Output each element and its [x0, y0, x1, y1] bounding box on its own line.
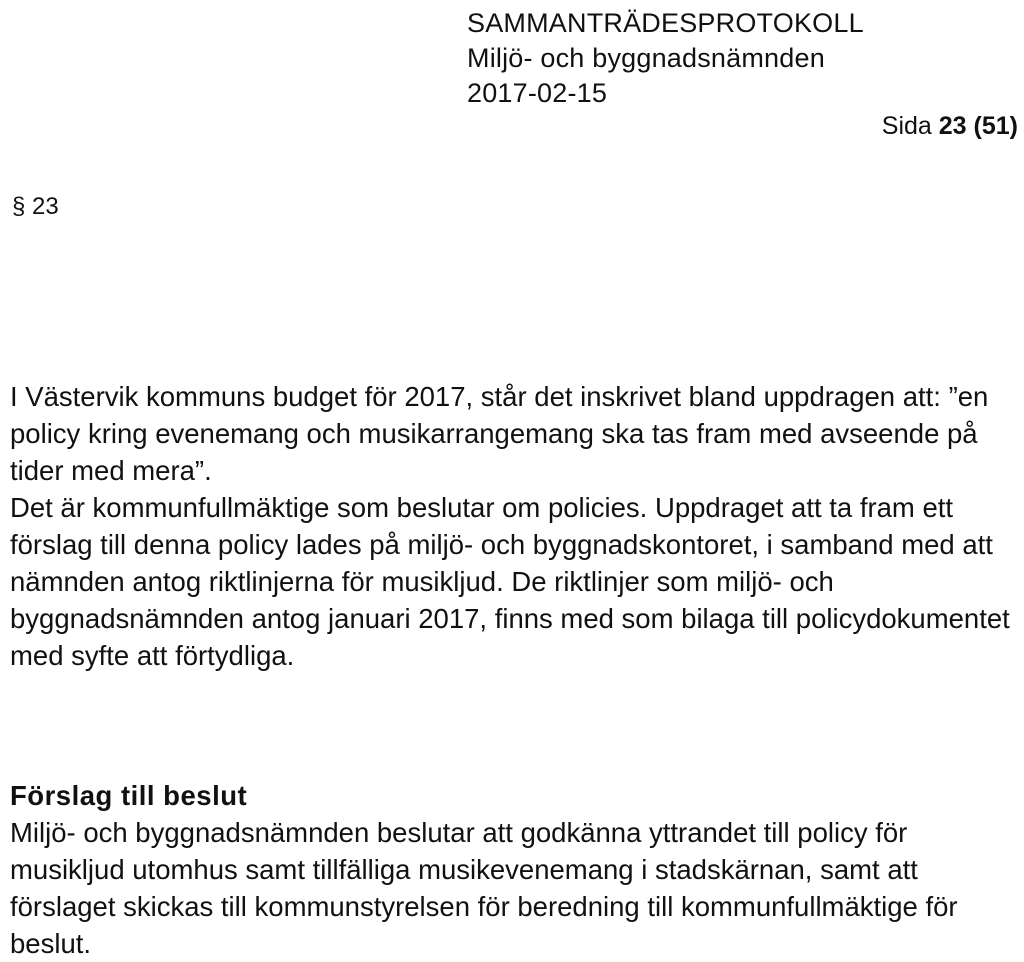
decision-proposal — [10, 777, 1010, 962]
committee-name: Miljö- och byggnadsnämnden — [467, 43, 825, 73]
section-number: § 23 — [12, 193, 59, 220]
page-current: 23 — [938, 112, 967, 140]
page-label: Sida — [881, 112, 932, 140]
page-total: (51) — [973, 112, 1018, 140]
document-header — [467, 6, 864, 111]
meeting-date: 2017-02-15 — [467, 78, 608, 108]
body-paragraph: Det är kommunfullmäktige som beslutar om policies. Uppdraget att ta fram ett förslag till denna policy lades på miljö- och byggnadskontoret, i samband med att nämnden antog riktlinjerna för musikljud. De riktlinjer som miljö- och byggnadsnämnden antog januari 2017, finns med som bilaga till policydokumentet med syfte att förtydliga. — [10, 492, 1010, 671]
body-text — [10, 378, 1010, 674]
decision-text: Miljö- och byggnadsnämnden beslutar att godkänna yttrandet till policy för musikljud utomhus samt tillfälliga musikevenemang i stadskärnan, samt att förslaget skickas till kommunstyrelsen för beredning till kommunfullmäktige för beslut. — [10, 817, 958, 959]
page-number — [882, 112, 1018, 141]
decision-heading: Förslag till beslut — [10, 780, 248, 811]
document-title: SAMMANTRÄDESPROTOKOLL — [467, 8, 864, 38]
body-paragraph: I Västervik kommuns budget för 2017, står det inskrivet bland uppdragen att: ”en policy kring evenemang och musikarrangemang ska tas fram med avseende på tider med mera”. — [10, 381, 989, 486]
